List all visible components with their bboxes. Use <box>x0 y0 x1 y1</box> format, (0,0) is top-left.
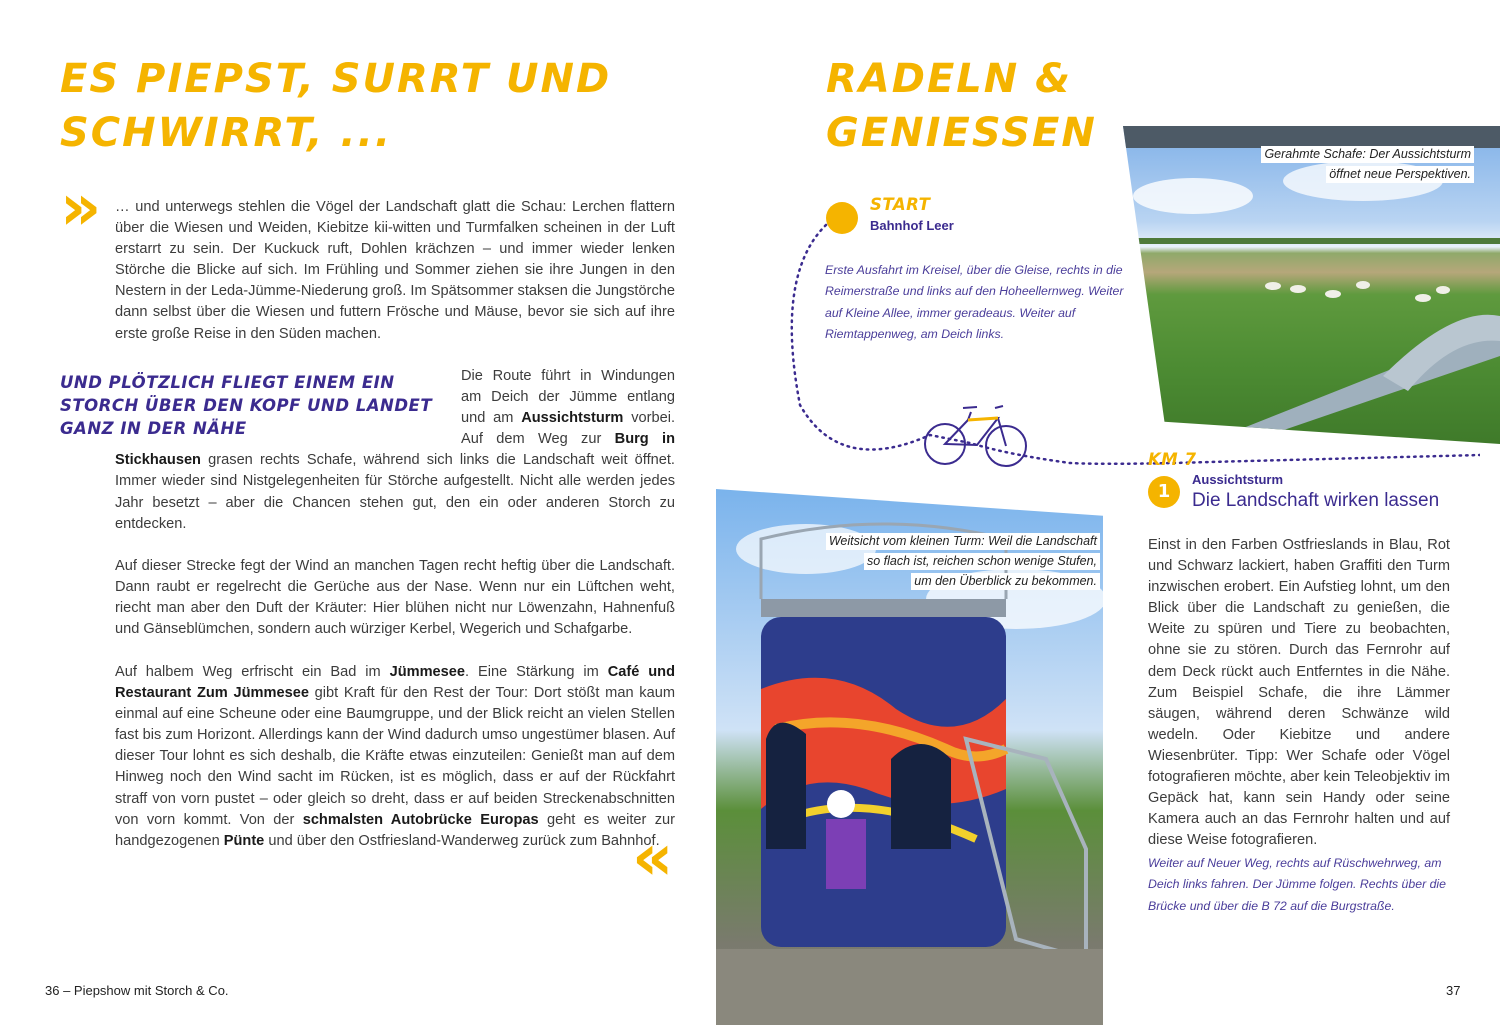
route-paragraph <box>115 366 675 535</box>
tower-caption-line-3: um den Überblick zu bekommen. <box>911 573 1100 590</box>
tour-paragraph <box>115 662 675 852</box>
route-text-3: grasen rechts Schafe, während sich links die Landschaft weit öffnet. Immer wieder sind Nistgelegenheiten für Störche aufgestellt. Nicht alle werden jedes Jahr besetzt – aber die Chancen stehen gut, den ein oder anderen Storch zu entdecken. <box>115 452 675 532</box>
start-route-note: Erste Ausfahrt im Kreisel, über die Gleise, rechts in die Reimerstraße und links auf den Hoheellernweg. Weiter auf Kleine Allee, immer geradeaus. Weiter auf Riemtappenweg, am Deich links. <box>825 263 1124 341</box>
stop-route-note: Weiter auf Neuer Weg, rechts auf Rüschwehrweg, am Deich links fahren. Der Jümme folgen. Rechts über die Brücke und über die B 72 auf die Burgstraße. <box>1148 856 1446 913</box>
km-label: KM 7 <box>1148 450 1197 469</box>
intro-paragraph: … und unterwegs stehlen die Vögel der Landschaft glatt die Schau: Lerchen flattern über die Wiesen und Weiden, Kiebitze kii-witten und Turmfalken scheinen in der Luft erstarrt zu sein. Der Kuckuck ruft, Dohlen krächzen – und immer wieder lenken Störche die Blicke auf sich. Im Frühling und Sommer ziehen sie ihre Jungen in den Nestern in der Leda-Jümme-Niederung groß. Im Spätsommer staksen die Jungstörche dann selbst über die Wiesen und futtern Frösche und Mäuse, bevor sie sich auf ihre erste große Reise in den Süden machen. <box>115 199 675 342</box>
tour-text-4: geht es weiter zur handgezogenen <box>115 811 675 849</box>
sheep-caption <box>1261 143 1474 183</box>
stop-title: Die Landschaft wirken lassen <box>1192 490 1440 511</box>
sheep-caption-line-1: Gerahmte Schafe: Der Aussichtsturm <box>1261 146 1474 163</box>
stop-description: Einst in den Farben Ostfrieslands in Blau, Rot und Schwarz lackiert, haben Graffiti den Turm inzwischen erobert. Ein Aufstieg lohnt, um den Blick über die Landschaft zu genießen, die Weite zu spüren und Tiere zu beobachten, ohne sie zu stören. Durch das Fernrohr auf dem Deck rückt auch Entferntes in die Nähe. Zum Beispiel Schafe, die ihre Lämmer säugen, während deren Schwänze wild wedeln. Oder Kiebitze und andere Wiesenbrüter. Tipp: Wer Schafe oder Vögel fotografieren möchte, aber kein Teleobjektiv im Gepäck hat, kann sein Handy oder seine Kamera auch an das Fernrohr halten und auf diese Weise fotografieren. <box>1148 537 1450 849</box>
pull-quote: UND PLÖTZLICH FLIEGT EINEM EIN STORCH ÜBER DEN KOPF UND LANDET GANZ IN DER NÄHE <box>60 373 433 438</box>
left-page-title <box>60 52 620 160</box>
wind-paragraph: Auf dieser Strecke fegt der Wind an manchen Tagen recht heftig über die Landschaft. Dann raubt er regelrecht die Gerüche aus der Nase. Wenn nur ein Lüftchen weht, riecht man aber den Duft der Kräuter: Hier blühen nicht nur Löwenzahn, Hahnenfuß und Gänseblümchen, sondern auch würziger Kerbel, Wegerich und Schafgarbe. <box>115 558 675 638</box>
tour-text-5: und über den Ostfriesland-Wanderweg zurück zum Bahnhof. <box>264 832 660 849</box>
opening-quote-icon: » <box>60 171 102 245</box>
route-text-2: vorbei. Auf dem Weg zur <box>461 410 676 448</box>
tour-text-3: gibt Kraft für den Rest der Tour: Dort stößt man kaum einmal auf eine Scheune oder eine Baumgruppe, und der Blick reicht an vielen Stellen fast bis zum Horizont. Allerdings kann der Wind dadurch umso ungestümer blasen. Auf dieser Tour lohnt es sich deshalb, die Kräfte etwas einzuteilen: Genießt man auf dem Hinweg noch den Wind sacht im Rücken, ist es möglich, dass er auf der Rückfahrt straff von vorn pustet – oder gleich so dreht, dass er auf beiden Streckenabschnitten von vorn kommt. Von der <box>115 685 675 828</box>
right-page-footer: 37 <box>1446 983 1461 998</box>
highlight-puente: Pünte <box>223 832 265 849</box>
start-label: START <box>870 195 931 214</box>
stop-place: Aussichtsturm <box>1192 472 1284 487</box>
highlight-aussichtsturm: Aussichtsturm <box>521 410 624 427</box>
closing-quote-icon: « <box>632 821 674 895</box>
highlight-autobruecke: schmalsten Autobrücke Europas <box>302 811 539 828</box>
tour-text-1: Auf halbem Weg erfrischt ein Bad im <box>115 664 390 680</box>
sheep-caption-line-2: öffnet neue Perspektiven. <box>1326 166 1474 183</box>
stop-number-badge <box>1148 476 1180 508</box>
highlight-cafe: Café und Restaurant Zum Jümmesee <box>115 664 675 702</box>
tour-text-2: . Eine Stärkung im <box>465 664 608 680</box>
highlight-burg: Burg in Stickhausen <box>115 431 676 469</box>
left-title-line-2: SCHWIRRT, ... <box>60 110 393 156</box>
route-dotted-line <box>780 215 1480 475</box>
tower-caption-line-2: so flach ist, reichen schon wenige Stufen, <box>864 553 1100 570</box>
highlight-juemmesee: Jümmesee <box>389 664 466 680</box>
tower-caption <box>790 530 1100 590</box>
stop-number: 1 <box>1157 481 1171 502</box>
right-page-title: RADELN & GENIESSEN <box>826 56 1097 156</box>
left-title-line-1: ES PIEPST, SURRT UND <box>60 56 612 102</box>
tower-caption-line-1: Weitsicht vom kleinen Turm: Weil die Landschaft <box>826 533 1100 550</box>
left-page-footer: 36 – Piepshow mit Storch & Co. <box>45 983 229 998</box>
route-text-1: Die Route führt in Windungen am Deich der Jümme entlang und am <box>461 368 675 427</box>
start-place: Bahnhof Leer <box>870 218 954 233</box>
pull-quote-float-spacer <box>115 366 461 450</box>
bicycle-icon <box>923 398 1033 473</box>
